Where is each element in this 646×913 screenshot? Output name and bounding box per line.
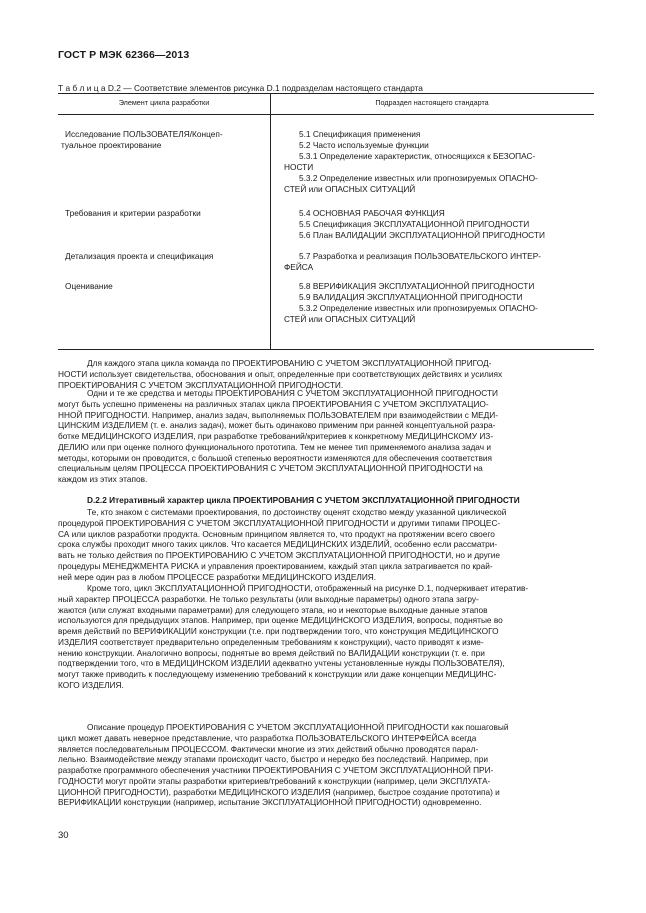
- cell-line: 5.3.2 Определение известных или прогнозируемых ОПАСНО-: [299, 302, 538, 313]
- correspondence-table: [58, 93, 594, 349]
- table-column-divider: [270, 93, 271, 349]
- text-line: используются для предыдущих этапов. Например, при оценке МЕДИЦИНСКОГО ИЗДЕЛИЯ, вопросы, поднятые во: [58, 615, 503, 626]
- text-line: СА или циклов разработки продукта. Основным принципом является то, что продукт на протяжении всего своего: [58, 528, 495, 539]
- cell-line: Оценивание: [65, 281, 113, 291]
- table-row-3-subsections: [284, 251, 590, 273]
- text-line: нению конструкции. Аналогично вопросы, поднятые во время действий по ВАЛИДАЦИИ конструкции (т. е. при: [58, 647, 485, 658]
- text-line: ЦИНСКИМ ИЗДЕЛИЕМ (т. е. анализ задач), может быть одинаково применим при ранней концептуальной разра-: [58, 420, 496, 431]
- text-line: цикл может давать неверное представление, что разработка ПОЛЬЗОВАТЕЛЬСКОГО ИНТЕРФЕЙСА всегда: [58, 732, 477, 743]
- cell-line: Детализация проекта и спецификация: [65, 251, 214, 261]
- table-caption: Т а б л и ц а D.2 — Соответствие элементов рисунка D.1 подразделам настоящего стандарта: [58, 83, 423, 93]
- cell-line: Исследование ПОЛЬЗОВАТЕЛЯ/Концеп-: [65, 129, 223, 139]
- table-row-4-element: [61, 281, 266, 292]
- cell-line: 5.7 Разработка и реализация ПОЛЬЗОВАТЕЛЬСКОГО ИНТЕР-: [299, 251, 541, 261]
- text-line: срока службы проходит много таких циклов. Что касается МЕДИЦИНСКИХ ИЗДЕЛИЙ, особенно если рассматри-: [58, 539, 498, 550]
- text-line: Кроме того, цикл ЭКСПЛУАТАЦИОННОЙ ПРИГОДНОСТИ, отображенный на рисунке D.1, подчеркивает итератив-: [87, 583, 529, 593]
- text-line: жаются (или служат входными параметрами) для следующего этапа, но и некоторые выходные данные этапов: [58, 604, 488, 615]
- cell-line: 5.5 Спецификация ЭКСПЛУАТАЦИОННОЙ ПРИГОДНОСТИ: [299, 218, 530, 229]
- text-line: вать не только действия по ПРОЕКТИРОВАНИЮ С УЧЕТОМ ЭКСПЛУАТАЦИОННОЙ ПРИГОДНОСТИ, но и другие: [58, 550, 501, 560]
- paragraph-4: [58, 583, 594, 691]
- cell-line: СТЕЙ или ОПАСНЫХ СИТУАЦИЙ: [284, 183, 416, 194]
- text-line: могут быть успешно применены на различных этапах цикла ПРОЕКТИРОВАНИЯ С УЧЕТОМ ЭКСПЛУАТАЦИО-: [58, 398, 489, 409]
- page-header: ГОСТ Р МЭК 62366—2013: [58, 49, 190, 61]
- text-line: лельно. Взаимодействие между этапами происходит часто, быстро и нередко без последствий. Например, при: [58, 754, 488, 765]
- text-line: Те, кто знаком с системами проектирования, по достоинству оценят сходство между указанной циклической: [87, 507, 507, 517]
- cell-line: 5.9 ВАЛИДАЦИЯ ЭКСПЛУАТАЦИОННОЙ ПРИГОДНОСТИ: [299, 291, 523, 302]
- text-line: процедуры МЕНЕДЖМЕНТА РИСКА и управления проектированием, каждый этап цикла затрагивается по край-: [58, 560, 493, 571]
- text-line: Описание процедур ПРОЕКТИРОВАНИЯ С УЧЕТОМ ЭКСПЛУАТАЦИОННОЙ ПРИГОДНОСТИ как пошаговый: [87, 722, 509, 732]
- paragraph-1: [58, 358, 594, 390]
- table-header-separator: [58, 114, 594, 115]
- cell-line: 5.1 Спецификация применения: [299, 129, 421, 139]
- table-row-1-subsections: [284, 129, 590, 194]
- text-line: ный характер ПРОЦЕССА разработки. Не только результаты (или выходные параметры) одного этапа загру-: [58, 593, 479, 604]
- cell-line: туальное проектирование: [61, 140, 162, 150]
- table-row-3-element: [61, 251, 266, 262]
- cell-line: Требования и критерии разработки: [65, 208, 201, 218]
- cell-line: ФЕЙСА: [284, 261, 314, 272]
- cell-line: 5.8 ВЕРИФИКАЦИЯ ЭКСПЛУАТАЦИОННОЙ ПРИГОДНОСТИ: [299, 281, 535, 291]
- cell-line: 5.6 План ВАЛИДАЦИИ ЭКСПЛУАТАЦИОННОЙ ПРИГОДНОСТИ: [299, 229, 545, 240]
- table-row-2-element: [61, 208, 266, 219]
- text-line: подтверждении того, что в МЕДИЦИНСКОМ ИЗДЕЛИИ адекватно учтены установленные нужды ПОЛЬЗОВАТЕЛЯ),: [58, 658, 505, 669]
- text-line: ВЕРИФИКАЦИИ конструкции (например, испытание ЭКСПЛУАТАЦИОННОЙ ПРИГОДНОСТИ) одновременно.: [58, 797, 482, 808]
- cell-line: СТЕЙ или ОПАСНЫХ СИТУАЦИЙ: [284, 313, 416, 324]
- paragraph-3: [58, 507, 594, 582]
- cell-line: 5.3.1 Определение характеристик, относящихся к БЕЗОПАС-: [299, 150, 536, 161]
- table-row-2-subsections: [284, 208, 590, 241]
- text-line: Одни и те же средства и методы ПРОЕКТИРОВАНИЯ С УЧЕТОМ ЭКСПЛУАТАЦИОННОЙ ПРИГОДНОСТИ: [87, 388, 498, 398]
- text-line: Для каждого этапа цикла команда по ПРОЕКТИРОВАНИЮ С УЧЕТОМ ЭКСПЛУАТАЦИОННОЙ ПРИГОД-: [87, 358, 492, 368]
- paragraph-2: [58, 388, 594, 485]
- text-line: могут также приводить к последующему изменению требований к конструкции или даже концепции МЕДИЦИНС-: [58, 669, 497, 679]
- text-line: ботке МЕДИЦИНСКОГО ИЗДЕЛИЯ, при разработке требований/критериев к конкретному МЕДИЦИНСКОМУ ИЗ-: [58, 431, 494, 441]
- column-header-subsection: Подраздел настоящего стандарта: [375, 98, 489, 107]
- paragraph-5: [58, 722, 594, 808]
- text-line: время действий по ВЕРИФИКАЦИИ конструкции (т.е. при подтверждении того, что конструкция МЕДИЦИНСКОГО: [58, 626, 499, 636]
- table-row-4-subsections: [284, 281, 590, 325]
- text-line: разработке программного обеспечения участники ПРОЕКТИРОВАНИЯ С УЧЕТОМ ЭКСПЛУАТАЦИОННОЙ ПРИ-: [58, 765, 494, 775]
- text-line: ней мере один раз в любом ПРОЦЕССЕ разработки МЕДИЦИНСКОГО ИЗДЕЛИЯ.: [58, 571, 377, 582]
- text-line: является последовательным ПРОЦЕССОМ. Фактически многие из этих действий обычно проводятся парал-: [58, 743, 479, 754]
- table-border-bottom: [58, 349, 594, 350]
- text-line: ЦИОННОЙ ПРИГОДНОСТИ), разработки МЕДИЦИНСКОГО ИЗДЕЛИЯ (например, быстрое создание прототипа) и: [58, 786, 500, 797]
- text-line: ДЕЛИЮ или при оценке полного функционального прототипа. Тем не менее тип применяемого анализа задач и: [58, 441, 491, 452]
- column-header-element: Элемент цикла разработки: [118, 98, 210, 107]
- cell-line: НОСТИ: [284, 161, 314, 172]
- text-line: НОСТИ использует свидетельства, обоснования и опыт, определенные при соответствующих действиях и усилиях: [58, 368, 503, 379]
- text-line: ИЗДЕЛИЯ соответствует предварительно определенным требованиям к конструкции), часто приводят к изме-: [58, 636, 484, 647]
- cell-line: 5.4 ОСНОВНАЯ РАБОЧАЯ ФУНКЦИЯ: [299, 208, 445, 218]
- text-line: ГОДНОСТИ могут пройти этапы разработки критериев/требований к конструкции (например, цели ЭКСПЛУАТА-: [58, 775, 491, 786]
- text-line: ННОЙ ПРИГОДНОСТИ. Например, анализ задач, выполняемых ПОЛЬЗОВАТЕЛЕМ при взаимодействии с МЕДИ-: [58, 409, 498, 420]
- text-line: ПРОЕКТИРОВАНИЯ С УЧЕТОМ ЭКСПЛУАТАЦИОННОЙ ПРИГОДНОСТИ.: [58, 379, 344, 390]
- cell-line: 5.3.2 Определение известных или прогнозируемых ОПАСНО-: [299, 172, 538, 183]
- text-line: специальным целям ПРОЦЕССА ПРОЕКТИРОВАНИЯ С УЧЕТОМ ЭКСПЛУАТАЦИОННОЙ ПРИГОДНОСТИ на: [58, 463, 483, 474]
- table-border-top: [58, 93, 594, 94]
- text-line: процедурой ПРОЕКТИРОВАНИЯ С УЧЕТОМ ЭКСПЛУАТАЦИОННОЙ ПРИГОДНОСТИ и другими типами ПРОЦЕС-: [58, 517, 501, 528]
- section-heading: D.2.2 Итеративный характер цикла ПРОЕКТИРОВАНИЯ С УЧЕТОМ ЭКСПЛУАТАЦИОННОЙ ПРИГОДНОСТИ: [87, 495, 520, 505]
- cell-line: 5.2 Часто используемые функции: [299, 139, 429, 150]
- text-line: КОГО ИЗДЕЛИЯ.: [58, 679, 124, 690]
- text-line: каждом из этих этапов.: [58, 474, 148, 484]
- table-row-1-element: [61, 129, 266, 151]
- page-number: 30: [58, 830, 69, 841]
- text-line: методы, которыми он проводится, с большой степенью вероятности изменяются для обеспечения соответствия: [58, 452, 493, 463]
